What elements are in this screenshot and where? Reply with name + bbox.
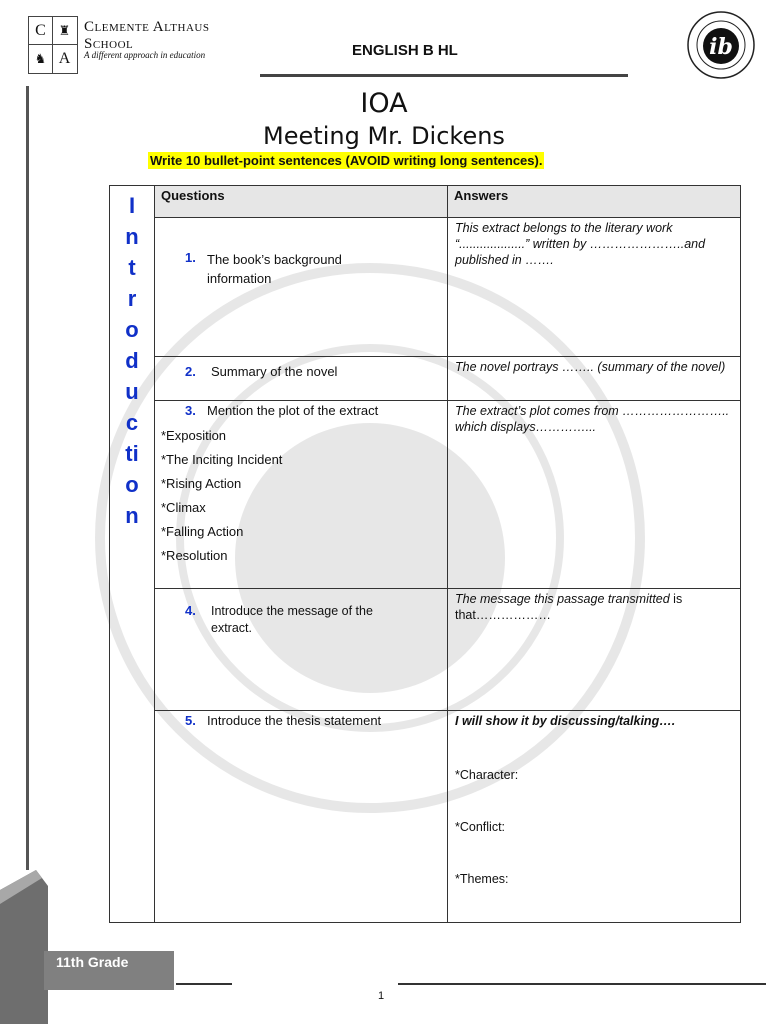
table-row (110, 357, 741, 401)
footer-corner-decoration (0, 870, 48, 1024)
plot-element-item: *Rising Action (161, 476, 242, 491)
left-margin-line (26, 86, 29, 870)
school-tagline: A different approach in education (84, 50, 206, 60)
question-number: 1. (185, 250, 196, 265)
side-label-letter: t (128, 255, 136, 280)
question-text: The book’s background information (207, 252, 342, 286)
answer-cell: This extract belongs to the literary work “...................” written by …………………..and published in ……. (448, 218, 741, 357)
plot-element-item: *Exposition (161, 428, 227, 443)
crest-lion-icon: ♜ (58, 23, 71, 38)
side-label-letter: I (128, 193, 136, 218)
plot-element-item: *The Inciting Incident (161, 452, 283, 467)
question-number: 5. (185, 713, 196, 728)
side-label-letter: o (125, 317, 139, 342)
question-cell (155, 589, 448, 711)
ib-world-school-logo (686, 10, 756, 80)
side-label-letter: n (125, 503, 139, 528)
question-number: 4. (185, 603, 196, 618)
introduction-side-label (110, 186, 155, 923)
answers-header: Answers (448, 186, 741, 218)
question-number: 2. (185, 364, 196, 379)
school-crest-logo (28, 16, 78, 74)
instruction-highlight: Write 10 bullet-point sentences (AVOID writing long sentences). (150, 153, 543, 168)
answer-cell (448, 589, 741, 711)
question-cell (155, 218, 448, 357)
question-text: Mention the plot of the extract (207, 403, 379, 418)
grade-label: 11th Grade (56, 954, 129, 970)
question-text: Introduce the thesis statement (207, 713, 382, 728)
side-label-letter: r (127, 286, 137, 311)
thesis-item: *Conflict: (455, 820, 506, 834)
svg-text:ib: ib (709, 34, 733, 60)
answer-cell: The novel portrays …….. (summary of the novel) (448, 357, 741, 401)
thesis-items-list (455, 767, 733, 887)
school-name (84, 19, 209, 53)
footer-divider-right (398, 983, 766, 985)
side-label-letter: ti (125, 441, 139, 466)
question-number: 3. (185, 403, 196, 418)
table-row (110, 401, 741, 589)
plot-elements-list (155, 428, 447, 563)
answer-plain: is that……………… (455, 592, 683, 622)
thesis-item: *Themes: (455, 872, 509, 886)
page-number: 1 (378, 990, 385, 1002)
answer-bold: I will show it by discussing/talking…. (455, 714, 676, 728)
plot-element-item: *Climax (161, 500, 206, 515)
answer-cell: The extract’s plot comes from …………………….. which displays…………... (448, 401, 741, 589)
question-cell (155, 357, 448, 401)
table-row (110, 218, 741, 357)
table-row (110, 711, 741, 923)
side-label-letter: d (125, 348, 139, 373)
plot-element-item: *Falling Action (161, 524, 244, 539)
page-subtitle: Meeting Mr. Dickens (263, 122, 505, 150)
question-text: Introduce the message of the extract. (211, 604, 373, 635)
ioa-table (109, 185, 741, 923)
side-label-letter: o (125, 472, 139, 497)
answer-cell (448, 711, 741, 923)
header-divider (260, 74, 628, 77)
plot-element-item: *Resolution (161, 548, 228, 563)
crest-lion-icon-2: ♞ (34, 51, 47, 66)
side-label-letter: u (125, 379, 139, 404)
page-title: IOA (360, 88, 408, 119)
answer-italic: The message this passage transmitted (455, 592, 670, 606)
school-name-line2: School (84, 36, 134, 52)
side-label-letter: n (125, 224, 139, 249)
question-cell (155, 711, 448, 923)
course-title: ENGLISH B HL (352, 42, 458, 59)
questions-header: Questions (155, 186, 448, 218)
table-row (110, 589, 741, 711)
crest-letter-c: C (35, 22, 46, 39)
side-label-letter: c (125, 410, 139, 435)
question-text: Summary of the novel (211, 364, 338, 379)
thesis-item: *Character: (455, 768, 519, 782)
crest-letter-a: A (58, 50, 71, 67)
school-name-line1: Clemente Althaus (84, 19, 210, 35)
question-cell (155, 401, 448, 589)
footer-divider-left (176, 983, 232, 985)
